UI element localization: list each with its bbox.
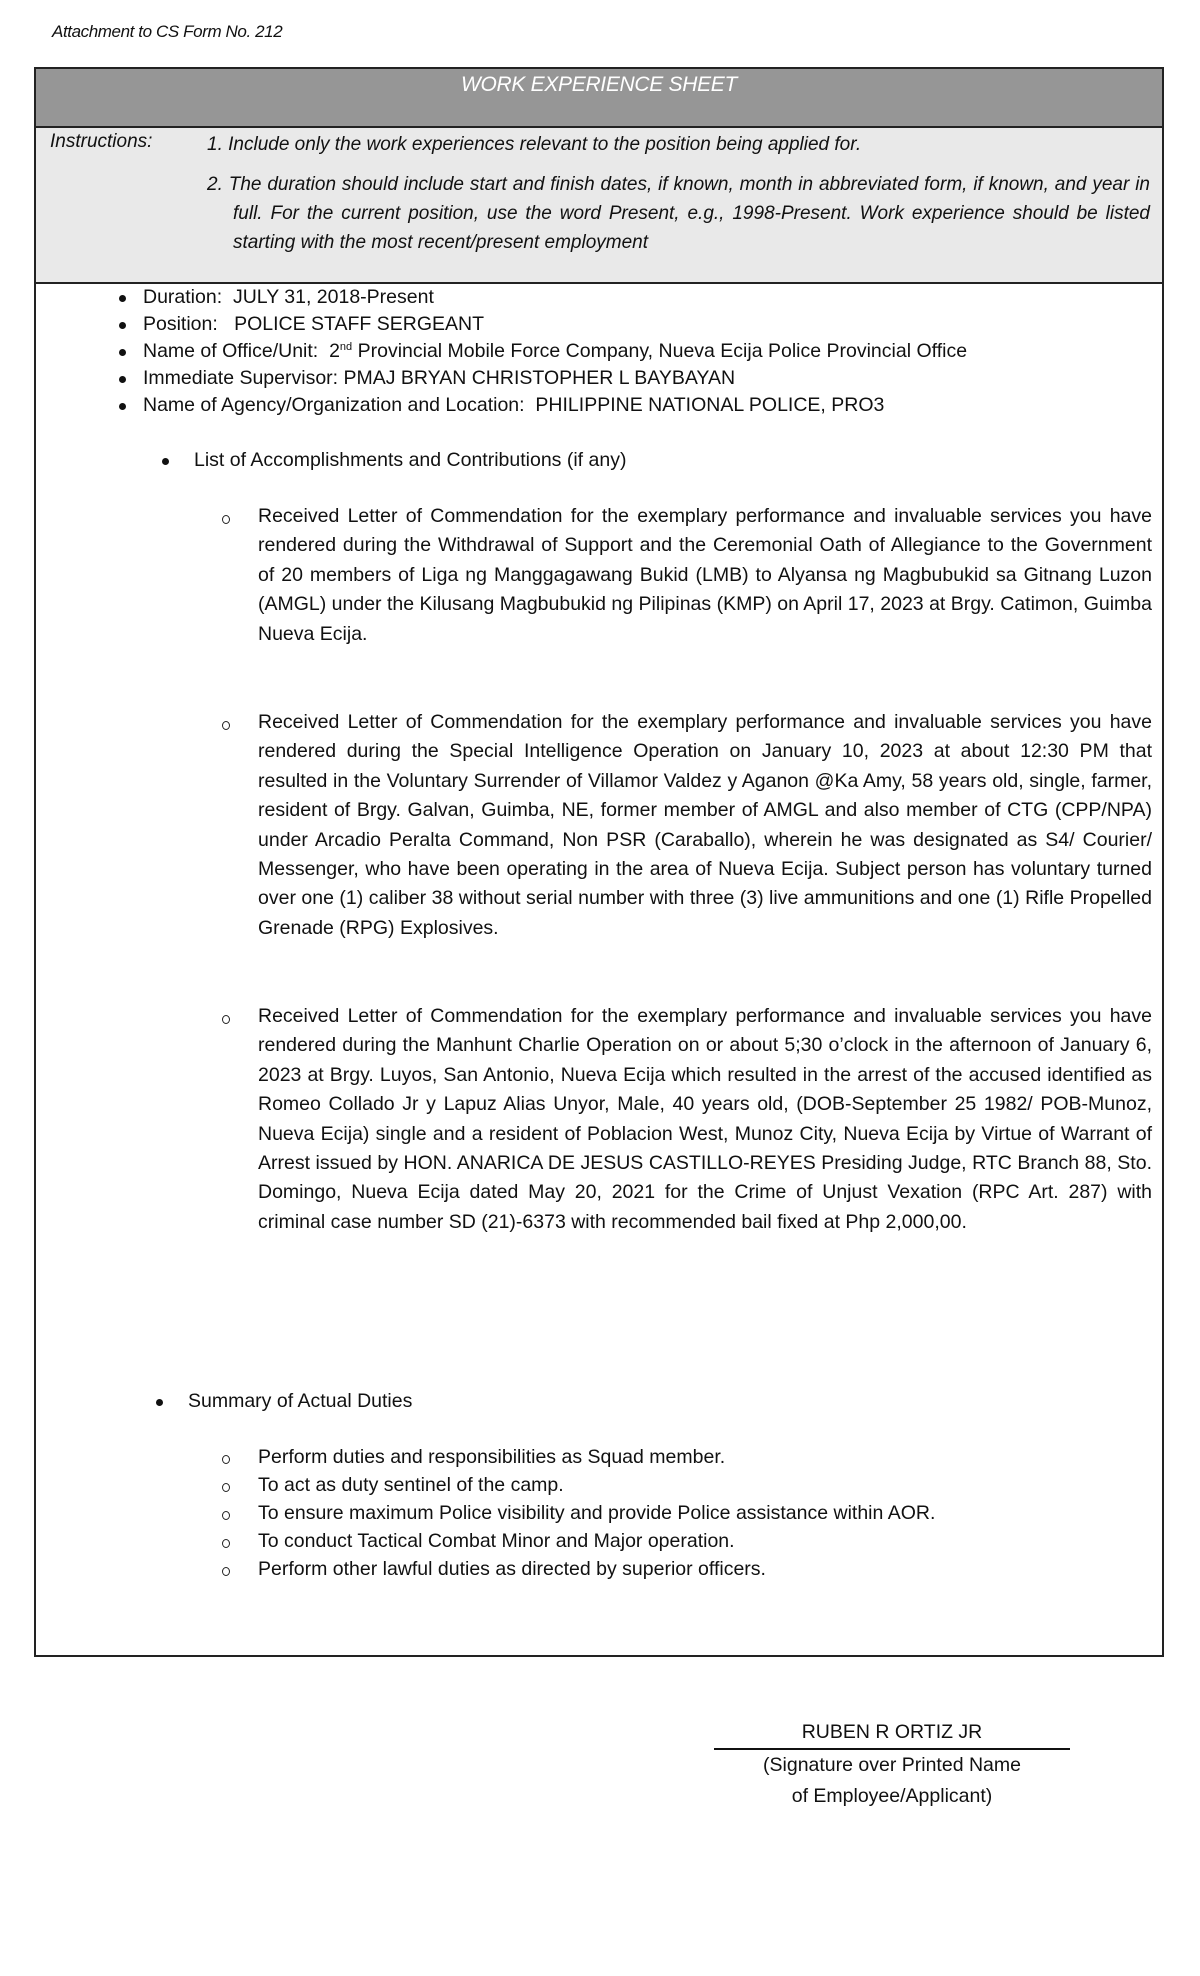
accomplishment-item-2: [258, 708, 1152, 943]
duty-item-1: [258, 1443, 725, 1471]
duty-text: To conduct Tactical Combat Minor and Major operation.: [258, 1530, 735, 1552]
duty-item-3: [258, 1499, 935, 1527]
signature-caption-line-1: (Signature over Printed Name: [763, 1754, 1021, 1776]
circle-bullet-icon: [222, 1511, 230, 1520]
circle-bullet-icon: [222, 1455, 230, 1464]
position-label: Position:: [143, 313, 218, 335]
bullet-icon: [119, 376, 126, 383]
bullet-icon: [119, 295, 126, 302]
office-value: Provincial Mobile Force Company, Nueva Ecija Police Provincial Office: [357, 340, 968, 362]
office-ordinal-suffix: nd: [339, 341, 353, 353]
sheet-title: WORK EXPERIENCE SHEET: [460, 73, 738, 96]
attachment-label: Attachment to CS Form No. 212: [52, 22, 283, 41]
detail-duration: [143, 284, 434, 311]
detail-agency: [143, 392, 884, 419]
detail-position: [143, 311, 484, 338]
work-experience-sheet: [34, 67, 1164, 1657]
circle-bullet-icon: [222, 1483, 230, 1492]
supervisor-label: Immediate Supervisor:: [143, 367, 339, 389]
agency-label: Name of Agency/Organization and Location:: [143, 394, 525, 416]
accomplishment-item-1: [258, 502, 1152, 649]
instructions-label: Instructions:: [50, 131, 153, 152]
signature-caption-line-2: of Employee/Applicant): [791, 1785, 993, 1807]
office-ordinal: 2: [329, 340, 340, 362]
duty-text: Perform other lawful duties as directed by superior officers.: [258, 1558, 766, 1580]
accomplishment-text: Received Letter of Commendation for the exemplary performance and invaluable services you have rendered during the Special Intelligence Operation on January 10, 2023 at about 12:30 PM that resulted in the Voluntary Surrender of Villamor Valdez y Aganon @Ka Amy, 58 years old, single, farmer, resident of Brgy. Galvan, Guimba, NE, former member of AMGL and also member of CTG (CPP/NPA) under Arcadio Peralta Command, Non PSR (Caraballo), wherein he was designated as S4/ Courier/ Messenger, who have been operating in the area of Nueva Ecija. Subject person has voluntary turned over one (1) caliber 38 without serial number with three (3) live ammunitions and one (1) Rifle Propelled Grenade (RPG) Explosives.: [258, 711, 1152, 939]
signatory-name: RUBEN R ORTIZ JR: [801, 1721, 983, 1743]
duty-item-2: [258, 1471, 564, 1499]
bullet-icon: [162, 458, 169, 465]
instruction-item-1: 1. Include only the work experiences relevant to the position being applied for.: [207, 134, 862, 155]
bullet-icon: [119, 349, 126, 356]
instruction-item-2: 2. The duration should include start and finish dates, if known, month in abbreviated form, if known, and year in full. For the current position, use the word Present, e.g., 1998-Present. Work experience should be listed starting with the most recent/present employment: [207, 174, 1150, 253]
circle-bullet-icon: [222, 1015, 230, 1024]
circle-bullet-icon: [222, 1567, 230, 1576]
duties-heading-text: Summary of Actual Duties: [188, 1390, 413, 1412]
accomplishments-heading: [194, 447, 626, 474]
detail-supervisor: [143, 365, 735, 392]
circle-bullet-icon: [222, 1539, 230, 1548]
duty-text: To act as duty sentinel of the camp.: [258, 1474, 564, 1496]
position-value: POLICE STAFF SERGEANT: [234, 313, 484, 335]
duration-label: Duration:: [143, 286, 223, 308]
duty-text: To ensure maximum Police visibility and provide Police assistance within AOR.: [258, 1502, 936, 1524]
circle-bullet-icon: [222, 721, 230, 730]
bullet-icon: [156, 1399, 163, 1406]
duration-value: JULY 31, 2018-Present: [232, 286, 434, 308]
accomplishments-heading-text: List of Accomplishments and Contributions (if any): [194, 449, 627, 471]
bullet-icon: [119, 403, 126, 410]
agency-value: PHILIPPINE NATIONAL POLICE, PRO3: [535, 394, 885, 416]
accomplishment-text: Received Letter of Commendation for the exemplary performance and invaluable services you have rendered during the Withdrawal of Support and the Ceremonial Oath of Allegiance to the Government of 20 members of Liga ng Manggagawang Bukid (LMB) to Alyansa ng Magbubukid sa Gitnang Luzon (AMGL) under the Kilusang Magbubukid ng Pilipinas (KMP) on April 17, 2023 at Brgy. Catimon, Guimba Nueva Ecija.: [258, 505, 1152, 645]
accomplishment-item-3: [258, 1002, 1152, 1237]
detail-office: [143, 338, 967, 365]
circle-bullet-icon: [222, 515, 230, 524]
duties-heading: [188, 1388, 412, 1415]
bullet-icon: [119, 322, 126, 329]
supervisor-value: PMAJ BRYAN CHRISTOPHER L BAYBAYAN: [343, 367, 736, 389]
sheet-header: [36, 69, 1162, 128]
duty-item-5: [258, 1555, 766, 1583]
duty-text: Perform duties and responsibilities as Squad member.: [258, 1446, 726, 1468]
accomplishment-text: Received Letter of Commendation for the exemplary performance and invaluable services you have rendered during the Manhunt Charlie Operation on or about 5;30 o’clock in the afternoon of January 6, 2023 at Brgy. Luyos, San Antonio, Nueva Ecija which resulted in the arrest of the accused identified as Romeo Collado Jr y Lapuz Alias Unyor, Male, 40 years old, (DOB-September 25 1982/ POB-Munoz, Nueva Ecija) single and a resident of Poblacion West, Munoz City, Nueva Ecija by Virtue of Warrant of Arrest issued by HON. ANARICA DE JESUS CASTILLO-REYES Presiding Judge, RTC Branch 88, Sto. Domingo, Nueva Ecija dated May 20, 2021 for the Crime of Unjust Vexation (RPC Art. 287) with criminal case number SD (21)-6373 with recommended bail fixed at Php 2,000,00.: [258, 1005, 1152, 1233]
signature-block: [714, 1718, 1070, 1812]
instructions-section: [36, 128, 1162, 284]
duty-item-4: [258, 1527, 735, 1555]
office-label: Name of Office/Unit:: [143, 340, 319, 362]
